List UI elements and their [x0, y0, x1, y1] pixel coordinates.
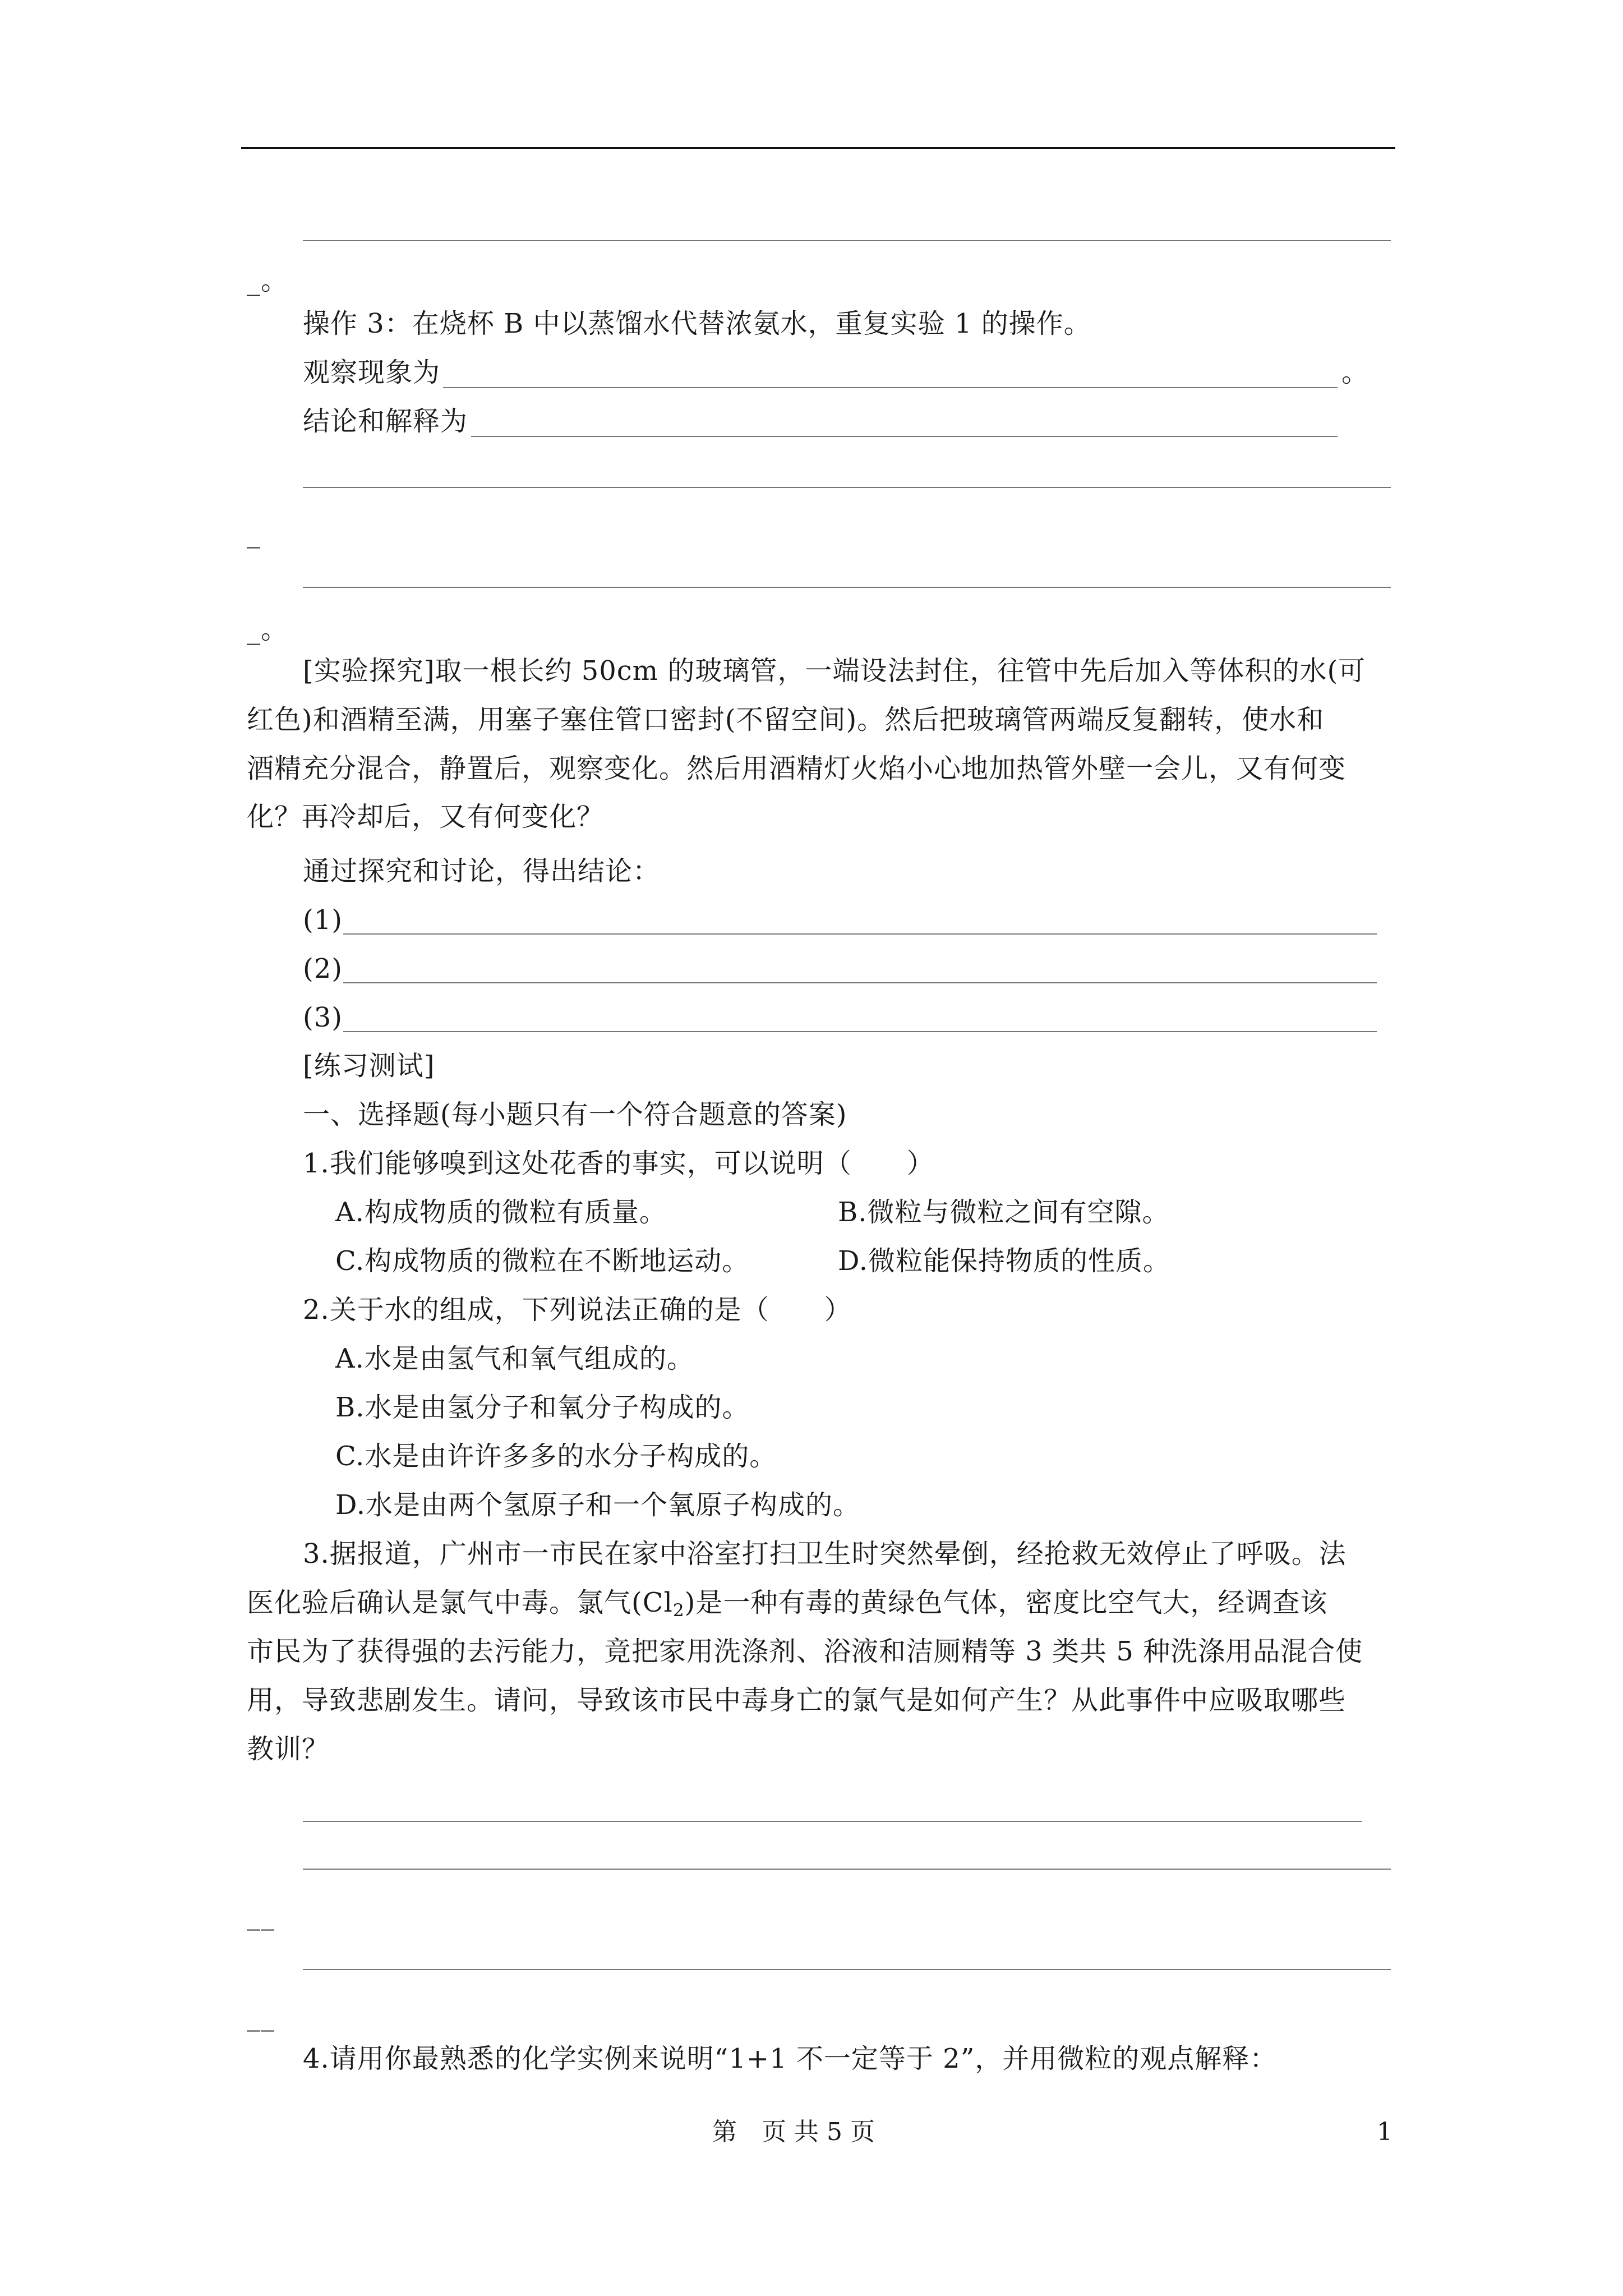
q3-answer-blank[interactable]	[303, 1821, 1362, 1822]
question-1-stem: 1.我们能够嗅到这处花香的事实，可以说明（ ）	[303, 1148, 934, 1179]
footer-page-number: 1	[1377, 2118, 1393, 2146]
blank-end: _。	[247, 614, 289, 645]
answer-blank	[303, 240, 1391, 241]
q1-option-b[interactable]: B.微粒与微粒之间有空隙。	[838, 1197, 1170, 1228]
conclusion-label: 结论和解释为	[303, 406, 468, 437]
question-3-line: 用，导致悲剧发生。请问，导致该市民中毒身亡的氯气是如何产生？从此事件中应吸取哪些	[247, 1685, 1347, 1716]
q3-answer-blank[interactable]	[303, 1869, 1391, 1870]
section-title: 一、选择题(每小题只有一个符合题意的答案)	[303, 1099, 847, 1130]
conclusion-blank-2[interactable]	[303, 487, 1391, 488]
observe-blank[interactable]	[443, 387, 1338, 388]
blank-end: _	[247, 517, 261, 549]
question-2-stem: 2.关于水的组成，下列说法正确的是（ ）	[303, 1294, 852, 1326]
conclusion-item-1-blank[interactable]	[343, 933, 1377, 935]
q3-answer-blank[interactable]	[303, 1969, 1391, 1970]
blank-end: _。	[247, 265, 289, 296]
q2-option-a[interactable]: A.水是由氢气和氧气组成的。	[335, 1343, 694, 1374]
q3-text: )是一种有毒的黄绿色气体，密度比空气大，经调查该	[684, 1587, 1328, 1618]
experiment-line: 化？再冷却后，又有何变化？	[247, 801, 605, 832]
blank-end: __	[247, 1899, 275, 1931]
operation-3-text: 操作 3：在烧杯 B 中以蒸馏水代替浓氨水，重复实验 1 的操作。	[303, 308, 1091, 339]
conclusion-item-3-blank[interactable]	[343, 1031, 1377, 1032]
experiment-line: [实验探究]取一根长约 50cm 的玻璃管，一端设法封住，往管中先后加入等体积的水(可	[303, 655, 1366, 687]
blank-end: __	[247, 2000, 275, 2032]
conclusion-item-1: (1)	[303, 904, 343, 936]
question-4-stem: 4.请用你最熟悉的化学实例来说明“1+1 不一定等于 2”，并用微粒的观点解释：	[303, 2043, 1278, 2074]
q1-option-a[interactable]: A.构成物质的微粒有质量。	[335, 1197, 667, 1228]
header-rule	[241, 147, 1395, 149]
practice-title: [练习测试]	[303, 1050, 435, 1082]
q3-text: 医化验后确认是氯气中毒。氯气(Cl	[247, 1587, 673, 1618]
q2-option-c[interactable]: C.水是由许许多多的水分子构成的。	[335, 1441, 777, 1472]
question-3-line	[247, 1586, 1327, 1627]
conclusion-item-2: (2)	[303, 953, 343, 984]
observe-end: 。	[1341, 357, 1370, 388]
conclusion-blank-3[interactable]	[303, 587, 1391, 588]
q1-option-c[interactable]: C.构成物质的微粒在不断地运动。	[335, 1245, 750, 1277]
experiment-line: 红色)和酒精至满，用塞子塞住管口密封(不留空间)。然后把玻璃管两端反复翻转，使水和	[247, 704, 1325, 735]
footer-page-text: 第 页 共 5 页	[712, 2118, 875, 2146]
q2-option-d[interactable]: D.水是由两个氢原子和一个氧原子构成的。	[335, 1489, 861, 1521]
question-3-line: 教训？	[247, 1733, 330, 1765]
q2-option-b[interactable]: B.水是由氢分子和氧分子构成的。	[335, 1392, 750, 1423]
question-3-line: 3.据报道，广州市一市民在家中浴室打扫卫生时突然晕倒，经抢救无效停止了呼吸。法	[303, 1538, 1347, 1570]
q1-option-d[interactable]: D.微粒能保持物质的性质。	[838, 1245, 1171, 1277]
conclusion-intro: 通过探究和讨论，得出结论：	[303, 855, 661, 887]
observe-label: 观察现象为	[303, 357, 441, 388]
q3-subscript: 2	[672, 1600, 685, 1621]
question-3-line: 市民为了获得强的去污能力，竟把家用洗涤剂、浴液和洁厕精等 3 类共 5 种洗涤用品混合使	[247, 1636, 1363, 1667]
conclusion-item-2-blank[interactable]	[343, 982, 1377, 983]
conclusion-item-3: (3)	[303, 1002, 343, 1033]
experiment-line: 酒精充分混合，静置后，观察变化。然后用酒精灯火焰小心地加热管外壁一会儿，又有何变	[247, 753, 1347, 784]
conclusion-blank[interactable]	[471, 436, 1338, 437]
